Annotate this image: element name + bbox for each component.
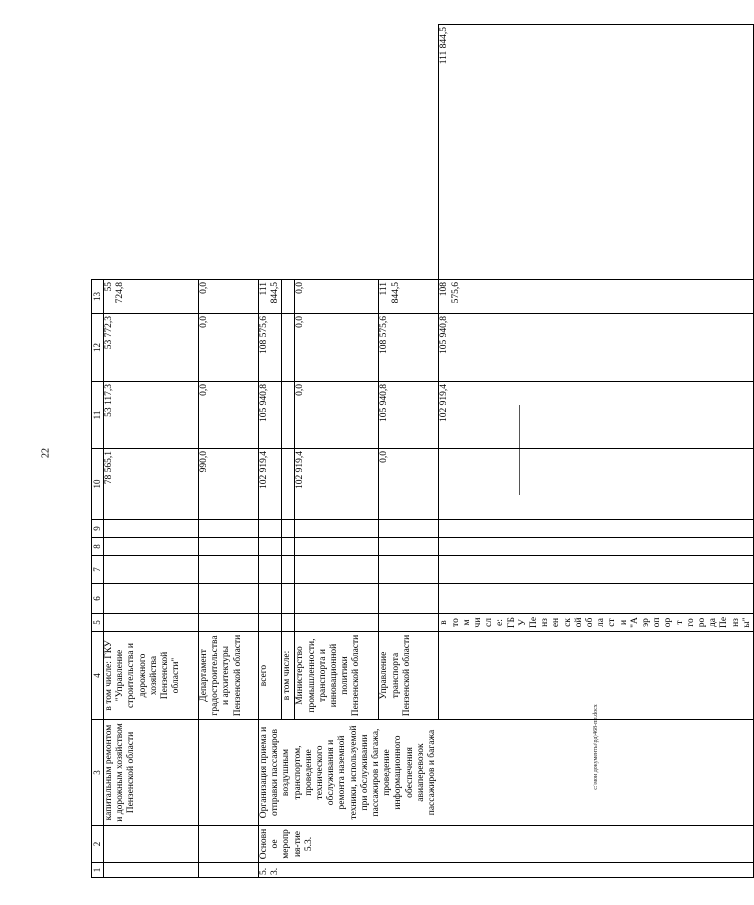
header-cell: 1 — [92, 863, 104, 878]
table-cell — [295, 584, 379, 614]
header-cell: 13 — [92, 280, 104, 314]
table-cell — [379, 584, 439, 614]
table-cell — [259, 520, 282, 538]
table-cell — [379, 538, 439, 556]
amount-cell: 102 919,4 — [259, 449, 282, 520]
executor-cell: в том числе: ГБУ Пензенской области "Аэропорт города Пензы" — [439, 614, 754, 632]
table-cell — [104, 520, 199, 538]
header-row — [92, 25, 104, 878]
event-description-cell: Организация приема и отправки пассажиров воздушным транспортом, проведение технического обслуживания и ремонта наземной техники, используемой при обслуживании пассажиров и багажа, проведение информационного обеспечения авиаперевозок пассажиров и багажа — [259, 720, 754, 826]
table-cell — [199, 826, 259, 863]
table-cell — [282, 314, 295, 382]
table-cell — [199, 720, 259, 826]
amount-cell: 0,0 — [295, 280, 379, 314]
table-cell — [104, 538, 199, 556]
event-name-cell: Основное мероприя-тие 5.3. — [259, 826, 754, 863]
table-cell — [379, 520, 439, 538]
table-cell — [199, 584, 259, 614]
table-cell — [439, 520, 754, 538]
table-cell — [199, 520, 259, 538]
executor-cell: всего — [259, 632, 282, 720]
table-cell — [439, 449, 754, 520]
executor-cell: Управление транспорта Пензенской области — [379, 632, 439, 720]
table-cell — [439, 556, 754, 584]
table-cell — [199, 863, 259, 878]
table-cell — [259, 614, 282, 632]
table-row — [259, 25, 282, 878]
amount-cell: 105 940,8 — [259, 382, 282, 449]
executor-cell: в том числе: — [282, 632, 295, 720]
amount-cell: 102 919,4 — [295, 449, 379, 520]
header-cell: 4 — [92, 632, 104, 720]
table-cell — [259, 584, 282, 614]
table-cell — [259, 556, 282, 584]
table-cell — [282, 584, 295, 614]
executor-cell: Министерство промышленности, транспорта и инновационной политики Пензенской области — [295, 632, 379, 720]
table-cell — [259, 538, 282, 556]
header-cell: 9 — [92, 520, 104, 538]
amount-cell: 55 724,8 — [104, 280, 199, 314]
table-cell — [282, 556, 295, 584]
table-row — [199, 25, 259, 878]
table-cell — [439, 538, 754, 556]
table-cell — [282, 280, 295, 314]
amount-cell: 53 117,3 — [104, 382, 199, 449]
table-cell — [199, 614, 259, 632]
header-cell: 12 — [92, 314, 104, 382]
table-cell — [104, 584, 199, 614]
amount-cell: 990,0 — [199, 449, 259, 520]
table-cell — [295, 520, 379, 538]
table-cell — [379, 614, 439, 632]
table-row — [104, 25, 199, 878]
amount-cell: 105 940,8 — [379, 382, 439, 449]
amount-cell: 105 940,8 — [439, 314, 754, 382]
table-cell — [379, 556, 439, 584]
header-cell: 3 — [92, 720, 104, 826]
event-description-cell: капитальным ремонтом и дорожным хозяйством Пензенской области — [104, 720, 199, 826]
amount-cell: 0,0 — [295, 314, 379, 382]
table-cell — [439, 584, 754, 614]
event-number-cell: 5.3. — [259, 863, 754, 878]
amount-cell: 108 575,6 — [379, 314, 439, 382]
amount-cell: 0,0 — [379, 449, 439, 520]
amount-cell: 0,0 — [295, 382, 379, 449]
table-cell — [104, 826, 199, 863]
header-cell: 11 — [92, 382, 104, 449]
table-cell — [104, 863, 199, 878]
amount-cell: 102 919,4 — [439, 382, 754, 449]
header-cell: 6 — [92, 584, 104, 614]
table-cell — [282, 382, 295, 449]
header-cell: 5 — [92, 614, 104, 632]
amount-cell: 111 844,5 — [379, 280, 439, 314]
executor-cell: в том числе: ГКУ "Управление строительства и дорожного хозяйства Пензенской области" — [104, 632, 199, 720]
page-number: 22 — [40, 448, 52, 458]
amount-cell: 111 844,5 — [259, 280, 282, 314]
table-cell — [282, 449, 295, 520]
amount-cell: 108 575,6 — [439, 280, 754, 314]
amount-cell: 108 575,6 — [259, 314, 282, 382]
table-cell — [282, 520, 295, 538]
header-cell: 8 — [92, 538, 104, 556]
amount-cell: 0,0 — [199, 280, 259, 314]
table-cell — [295, 556, 379, 584]
table-cell — [295, 614, 379, 632]
table-cell — [439, 632, 754, 720]
table-cell — [104, 556, 199, 584]
amount-cell: 0,0 — [199, 382, 259, 449]
table-cell — [199, 556, 259, 584]
table-cell — [282, 538, 295, 556]
amount-cell: 78 565,1 — [104, 449, 199, 520]
header-cell: 10 — [92, 449, 104, 520]
table-cell — [199, 538, 259, 556]
header-cell: 7 — [92, 556, 104, 584]
table-cell — [104, 614, 199, 632]
footer-file-path: c:\мои документы\рд\468-пп.docx — [593, 704, 599, 790]
amount-cell: 0,0 — [199, 314, 259, 382]
table-cell — [295, 538, 379, 556]
amount-cell: 111 844,5 — [439, 25, 754, 280]
header-cell: 2 — [92, 826, 104, 863]
amount-cell: 53 772,3 — [104, 314, 199, 382]
executor-cell: Департамент градостроительства и архитектуры Пензенской области — [199, 632, 259, 720]
program-financing-table — [91, 24, 754, 878]
table-cell — [282, 614, 295, 632]
